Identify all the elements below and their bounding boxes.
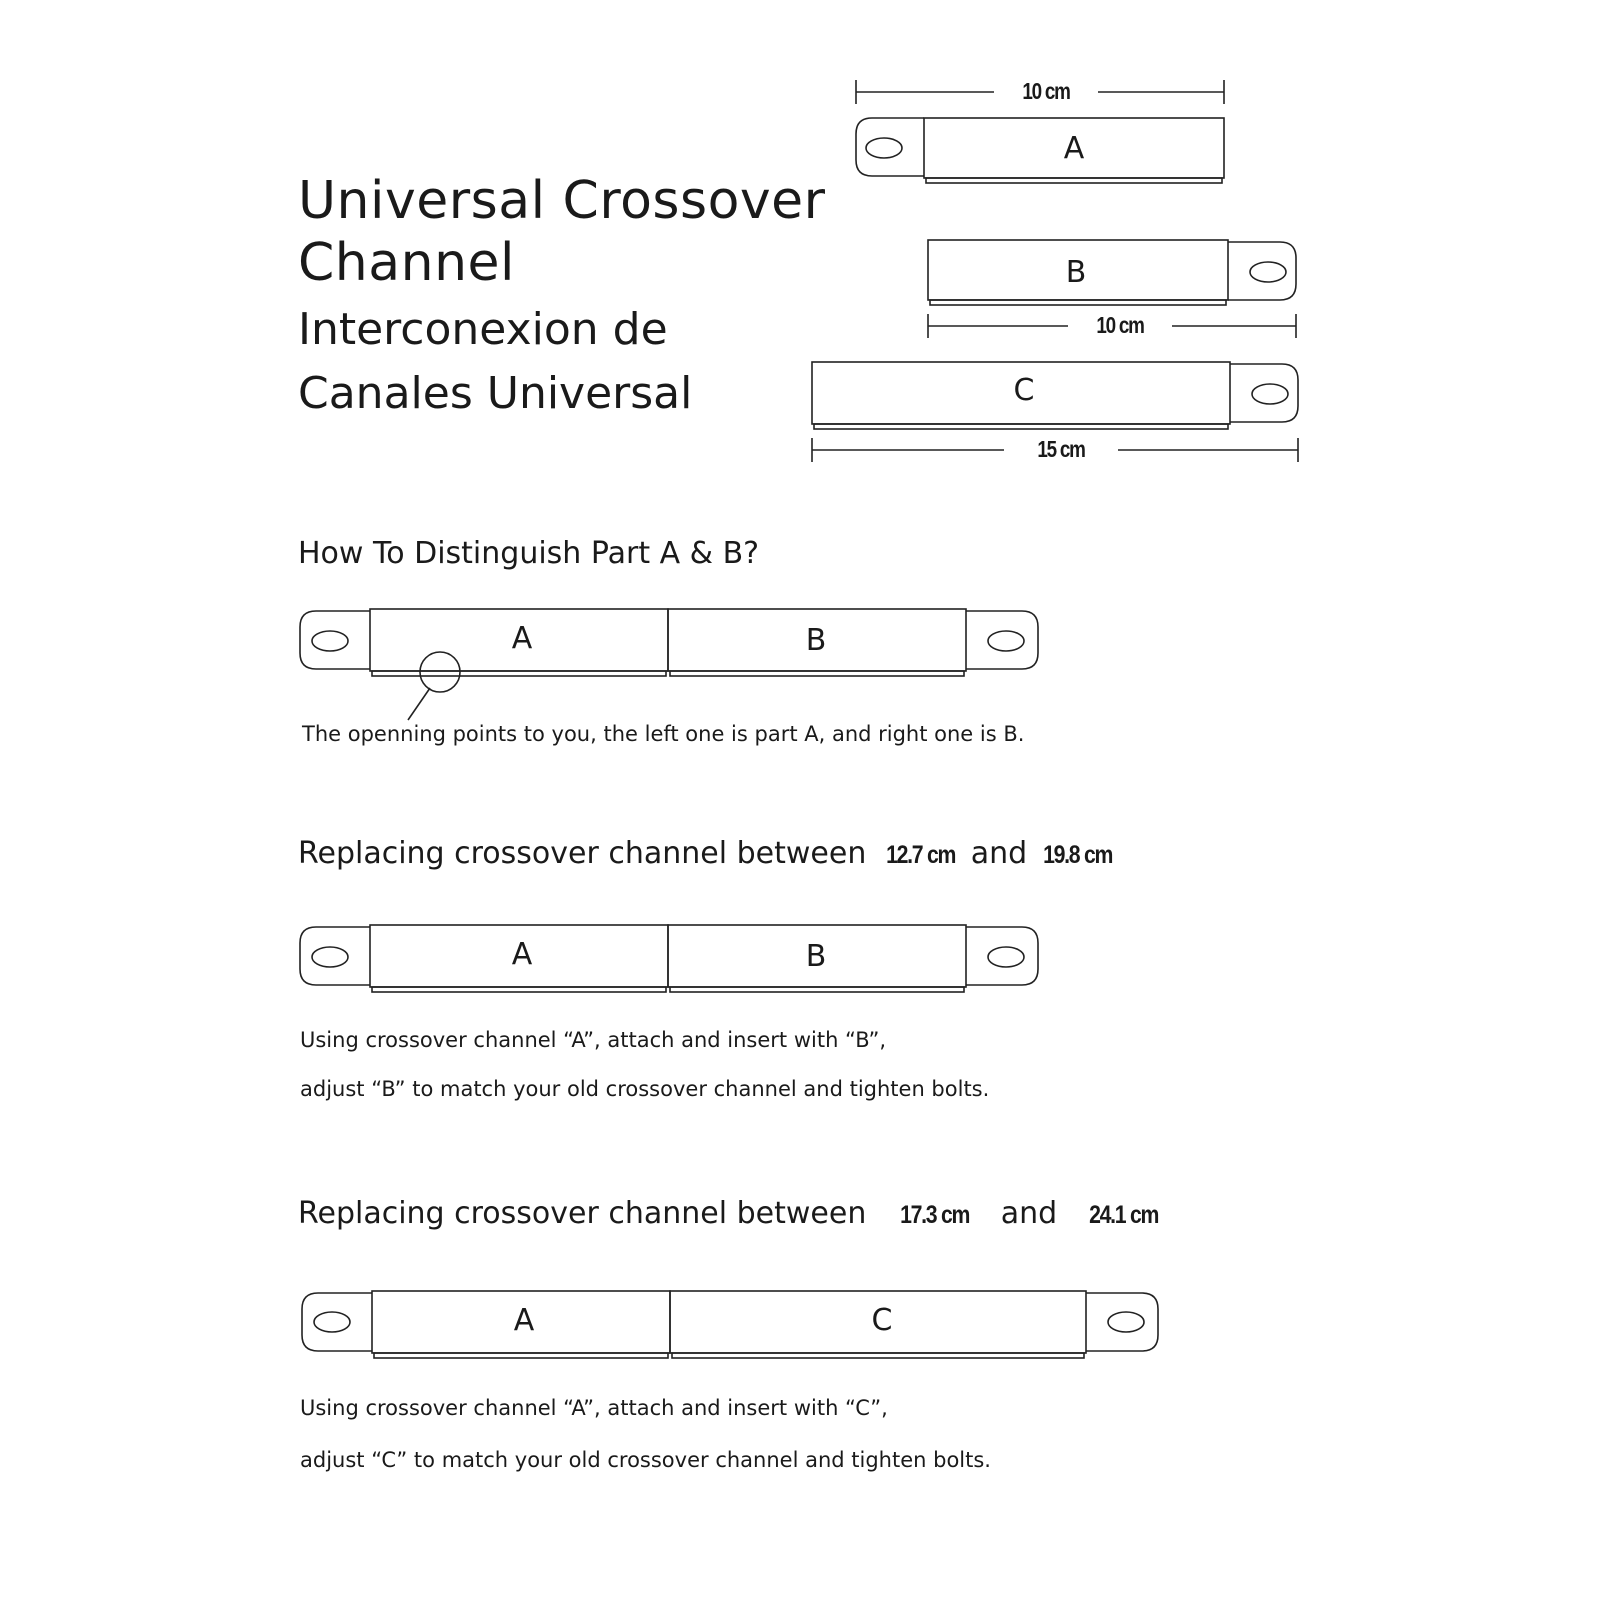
part-c-lip: [814, 424, 1228, 429]
ac-label-a: A: [513, 1303, 535, 1338]
part-a-lip: [926, 178, 1222, 183]
ac-label-c: C: [871, 1303, 893, 1338]
part-a-lip: [374, 1353, 668, 1358]
right-tab: [966, 611, 1038, 669]
ab-caption-line-1: Using crossover channel “A”, attach and insert with “B”,: [300, 1028, 887, 1052]
bolt-hole-icon: [312, 631, 348, 651]
bolt-hole-icon: [314, 1312, 350, 1332]
left-tab: [300, 927, 370, 985]
spanish-title-line-2: Canales Universal: [298, 368, 693, 419]
ab-assembly: [300, 925, 1038, 992]
ab-min-length: 12.7 cm: [885, 841, 956, 869]
right-tab: [966, 927, 1038, 985]
ab-label-a: A: [511, 937, 533, 972]
bolt-hole-icon: [866, 138, 902, 158]
distinguish-caption: The openning points to you, the left one is part A, and right one is B.: [302, 722, 1025, 746]
ac-assembly: [302, 1291, 1158, 1358]
part-c-label: C: [1013, 373, 1035, 408]
part-a-label: A: [1063, 131, 1085, 166]
part-a-length: 10 cm: [1022, 78, 1070, 104]
part-a-lip: [372, 671, 666, 676]
left-tab: [300, 611, 370, 669]
left-tab: [302, 1293, 372, 1351]
distinguish-assembly: [300, 609, 1038, 720]
ac-min-length: 17.3 cm: [899, 1201, 970, 1229]
bolt-hole-icon: [988, 947, 1024, 967]
bolt-hole-icon: [1250, 262, 1286, 282]
bolt-hole-icon: [312, 947, 348, 967]
part-c-lip: [672, 1353, 1084, 1358]
part-b-length: 10 cm: [1096, 312, 1144, 338]
ac-heading-prefix: Replacing crossover channel between: [298, 1196, 867, 1231]
ab-caption-line-2: adjust “B” to match your old crossover channel and tighten bolts.: [300, 1077, 990, 1101]
title-line-2: Channel: [298, 233, 515, 293]
part-c-length: 15 cm: [1037, 436, 1085, 462]
bolt-hole-icon: [1252, 384, 1288, 404]
part-b-lip: [670, 671, 964, 676]
ab-heading-connector: and: [970, 836, 1028, 871]
assembly-label-b: B: [805, 623, 827, 658]
ab-heading: [298, 836, 1118, 871]
distinguish-heading: How To Distinguish Part A & B?: [298, 536, 760, 571]
right-tab: [1086, 1293, 1158, 1351]
bolt-hole-icon: [988, 631, 1024, 651]
part-b-label: B: [1065, 255, 1087, 290]
callout-leader-line: [408, 688, 430, 720]
part-b-lip: [670, 987, 964, 992]
bolt-hole-icon: [1108, 1312, 1144, 1332]
part-b-lip: [930, 300, 1226, 305]
ac-max-length: 24.1 cm: [1088, 1201, 1158, 1229]
ab-heading-prefix: Replacing crossover channel between: [298, 836, 867, 871]
title-line-1: Universal Crossover: [298, 171, 826, 231]
opening-highlight-circle: [420, 652, 460, 692]
assembly-label-a: A: [511, 621, 533, 656]
ac-heading: [298, 1196, 1164, 1231]
ac-caption-line-1: Using crossover channel “A”, attach and insert with “C”,: [300, 1396, 888, 1420]
ab-max-length: 19.8 cm: [1042, 841, 1112, 869]
part-a-lip: [372, 987, 666, 992]
ac-heading-connector: and: [1000, 1196, 1058, 1231]
ac-caption-line-2: adjust “C” to match your old crossover channel and tighten bolts.: [300, 1448, 991, 1472]
ab-label-b: B: [805, 939, 827, 974]
spanish-title-line-1: Interconexion de: [298, 304, 668, 355]
